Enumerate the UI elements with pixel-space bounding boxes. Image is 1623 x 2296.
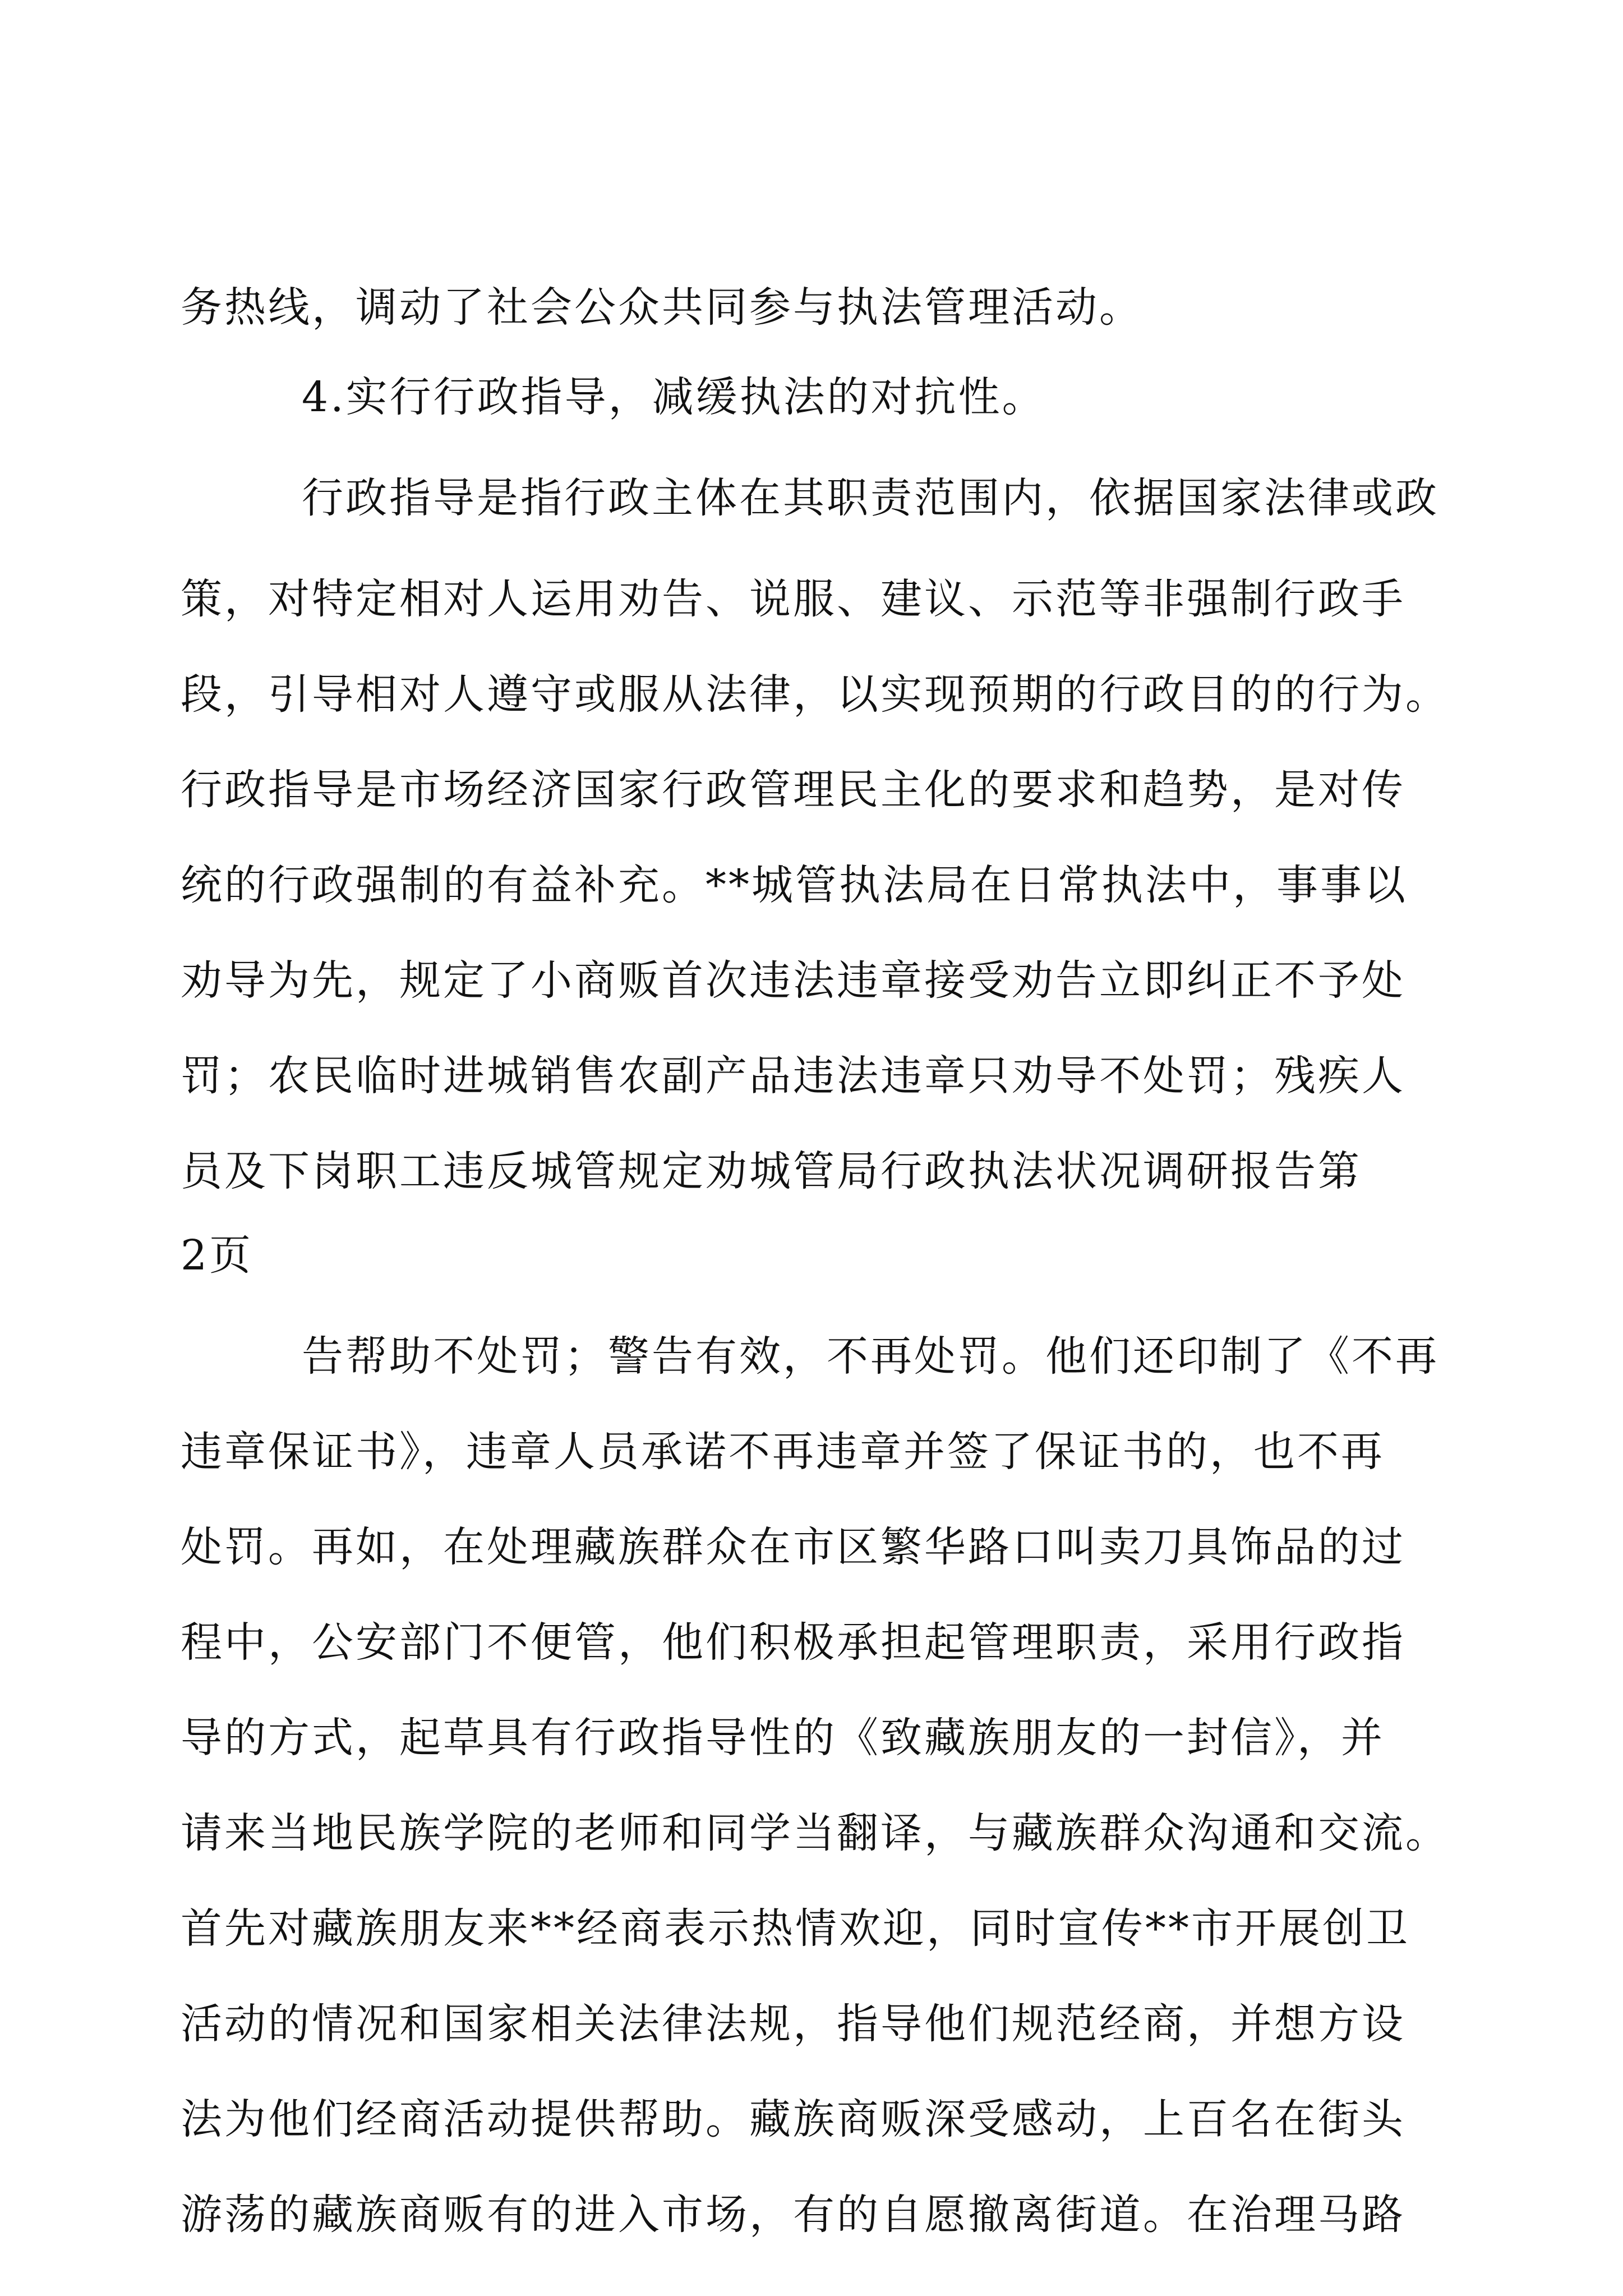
body-line-7: 统的行政强制的有益补充。**城管执法局在日常执法中，事事以	[181, 861, 1408, 909]
body-line-17: 请来当地民族学院的老师和同学当翻译，与藏族群众沟通和交流。	[181, 1809, 1449, 1857]
body-line-9: 罚；农民临时进城销售农副产品违法违章只劝导不处罚；残疾人	[181, 1052, 1405, 1100]
body-line-19: 活动的情况和国家相关法律法规，指导他们规范经商，并想方设	[181, 2000, 1405, 2048]
body-line-10: 员及下岗职工违反城管规定劝城管局行政执法状况调研报告第	[181, 1147, 1362, 1195]
body-line-3: 行政指导是指行政主体在其职责范围内，依据国家法律或政	[302, 474, 1439, 522]
body-line-12: 告帮助不处罚；警告有效，不再处罚。他们还印制了《不再	[302, 1332, 1439, 1381]
body-line-20: 法为他们经商活动提供帮助。藏族商贩深受感动，上百名在街头	[181, 2095, 1405, 2143]
page-marker: 2页	[181, 1231, 253, 1280]
body-line-5: 段，引导相对人遵守或服从法律，以实现预期的行政目的的行为。	[181, 670, 1449, 719]
body-line-18: 首先对藏族朋友来**经商表示热情欢迎，同时宣传**市开展创卫	[181, 1904, 1410, 1953]
body-line-13: 违章保证书》，违章人员承诺不再违章并签了保证书的，也不再	[181, 1428, 1385, 1476]
body-line-1: 务热线，调动了社会公众共同参与执法管理活动。	[181, 283, 1143, 332]
body-line-6: 行政指导是市场经济国家行政管理民主化的要求和趋势，是对传	[181, 766, 1405, 814]
body-line-21: 游荡的藏族商贩有的进入市场，有的自愿撤离街道。在治理马路	[181, 2191, 1405, 2239]
body-line-15: 程中，公安部门不便管，他们积极承担起管理职责，采用行政指	[181, 1618, 1405, 1667]
body-line-4: 策，对特定相对人运用劝告、说服、建议、示范等非强制行政手	[181, 575, 1405, 623]
body-line-14: 处罚。再如，在处理藏族群众在市区繁华路口叫卖刀具饰品的过	[181, 1523, 1405, 1571]
body-line-16: 导的方式，起草具有行政指导性的《致藏族朋友的一封信》，并	[181, 1714, 1385, 1762]
numbered-heading: 4.实行行政指导，减缓执法的对抗性。	[302, 373, 1046, 421]
body-line-8: 劝导为先，规定了小商贩首次违法违章接受劝告立即纠正不予处	[181, 956, 1405, 1005]
